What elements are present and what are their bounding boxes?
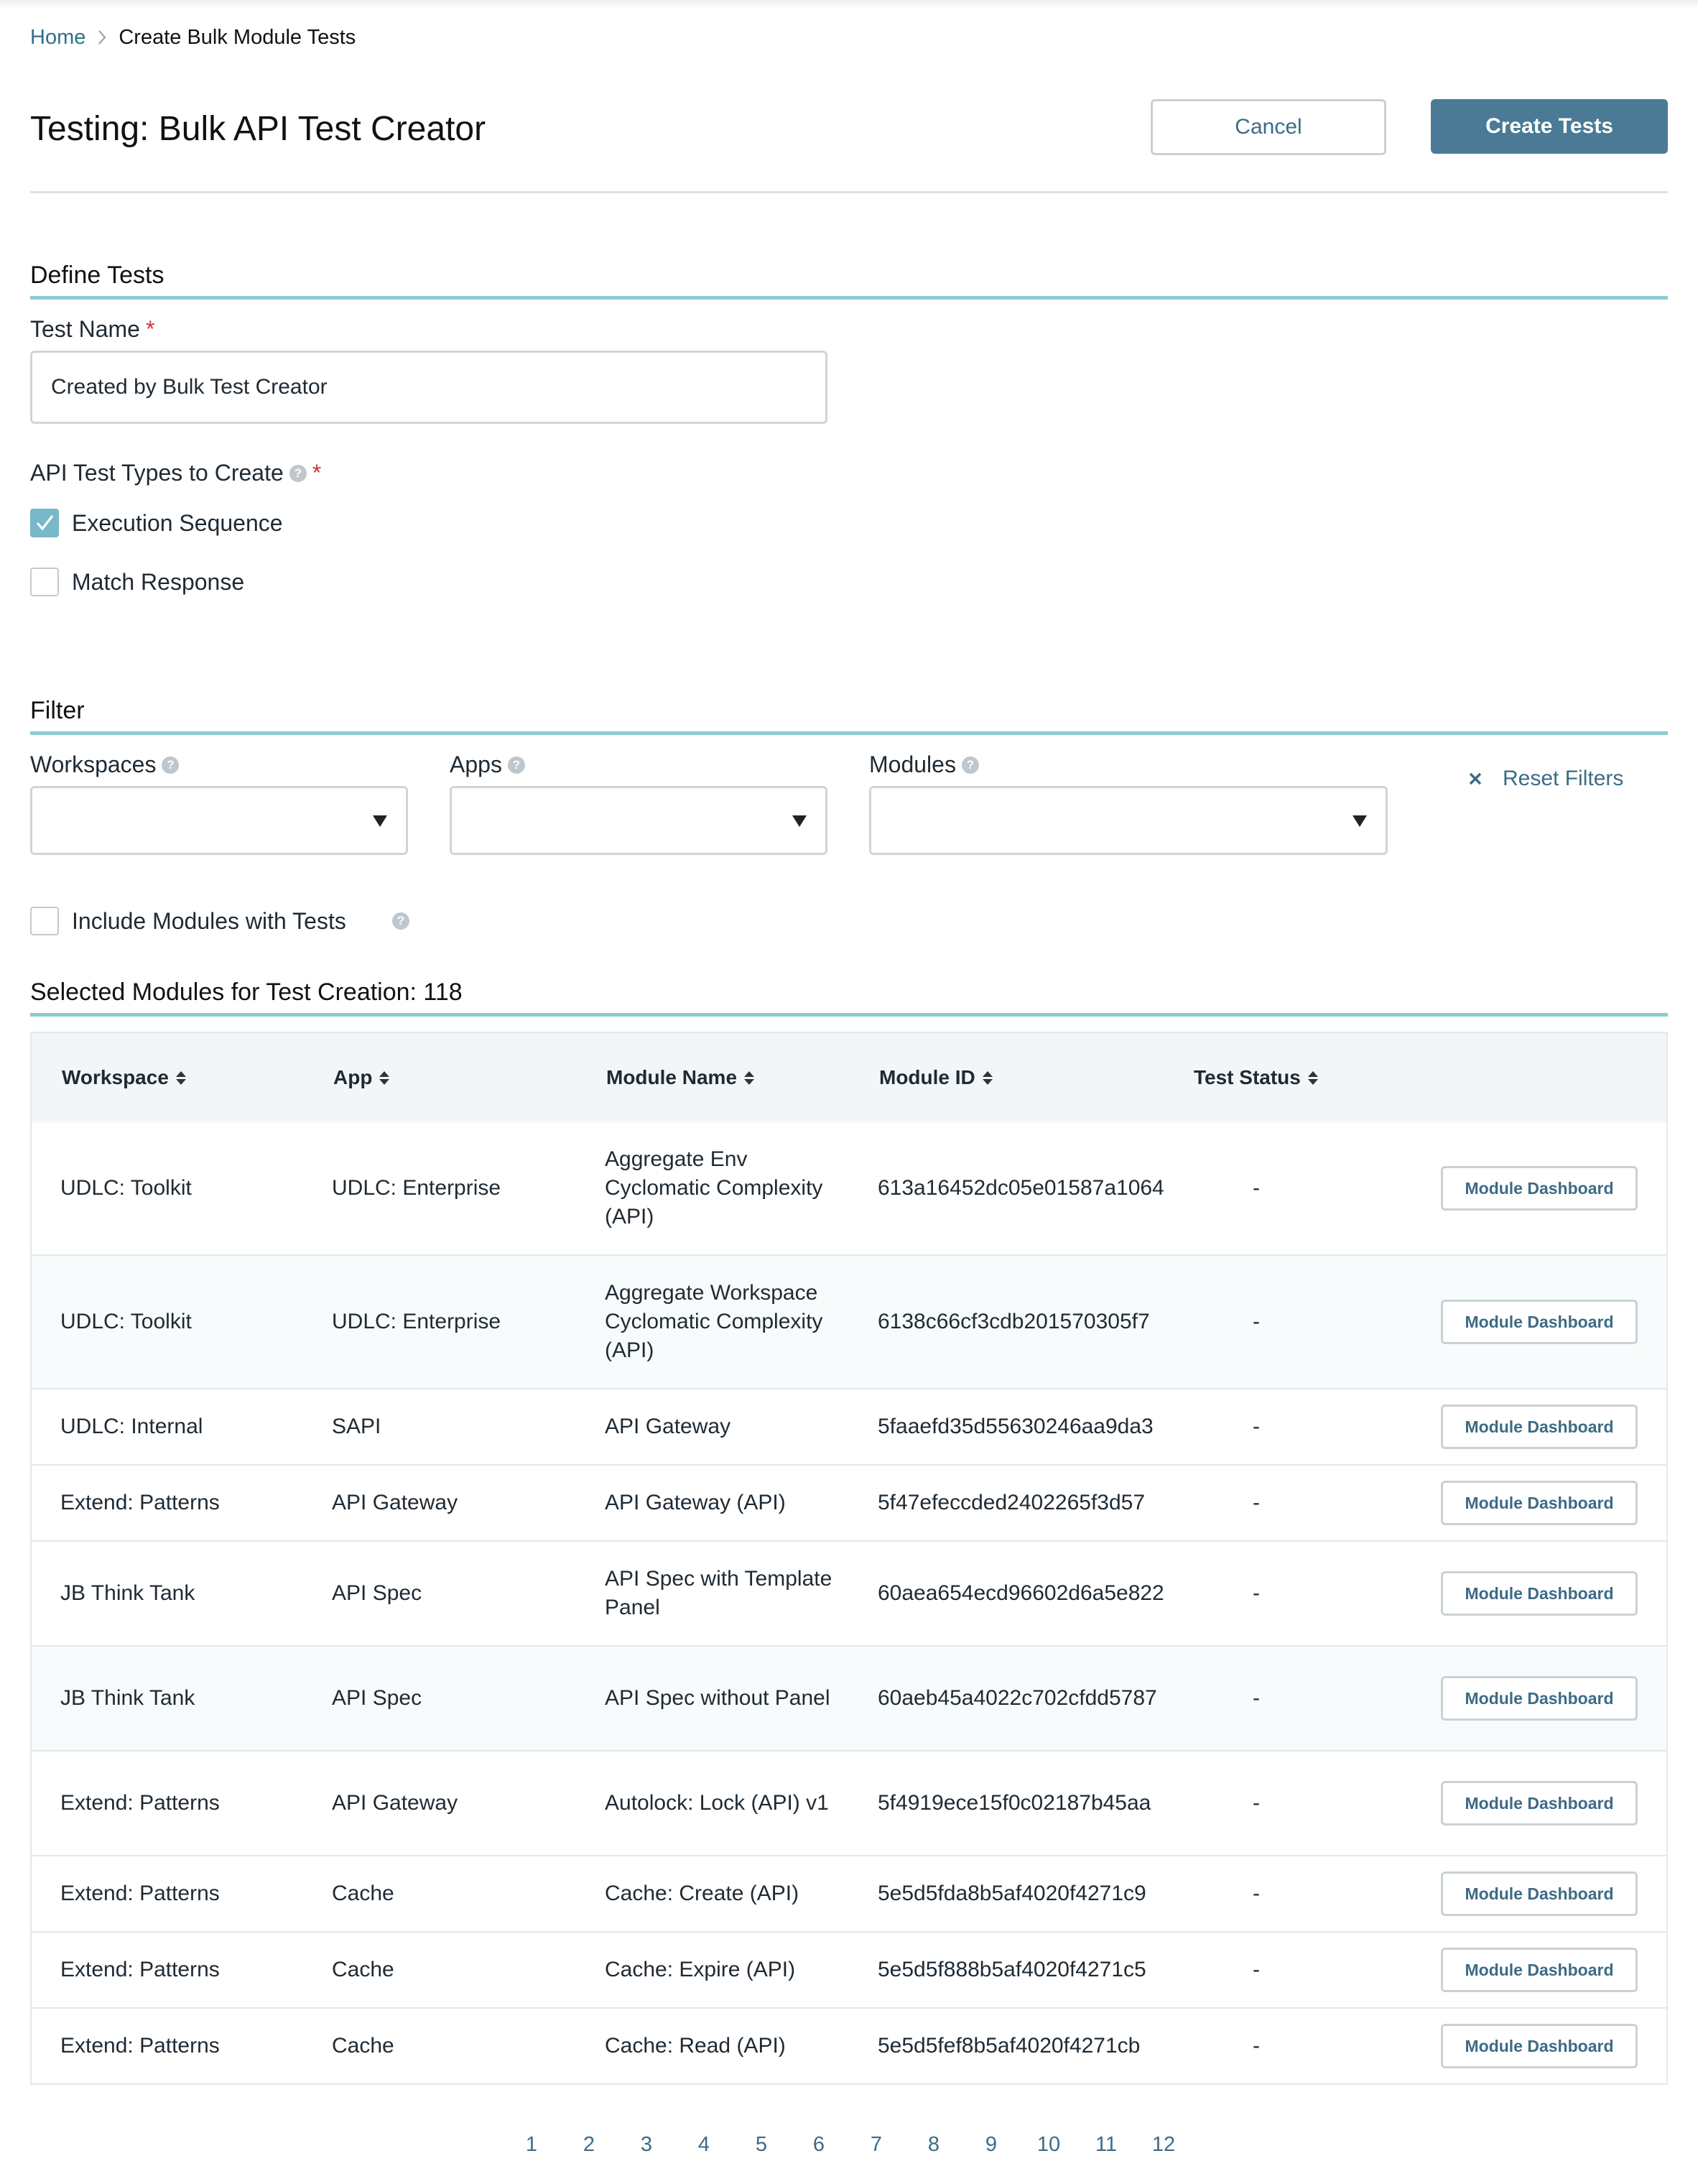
cell-module-id: 5e5d5f888b5af4020f4271c5	[878, 1958, 1146, 1981]
cell-workspace: UDLC: Toolkit	[60, 1310, 192, 1333]
table-row	[32, 1466, 1666, 1542]
column-header-label: Workspace	[62, 1066, 169, 1088]
pagination	[0, 2127, 1698, 2162]
close-icon	[1468, 772, 1483, 786]
cell-module-id: 5f4919ece15f0c02187b45aa	[878, 1791, 1151, 1815]
table-header	[32, 1033, 1666, 1122]
modules-label	[869, 751, 979, 778]
help-icon[interactable]: ?	[392, 912, 409, 930]
table-row	[32, 1647, 1666, 1752]
required-mark: *	[145, 316, 155, 342]
column-header-test-status[interactable]	[1194, 1033, 1318, 1122]
page-link[interactable]: 10	[1036, 2132, 1061, 2156]
selected-modules-divider	[30, 1013, 1668, 1017]
include-modules-checkbox[interactable]	[30, 907, 59, 935]
table-row	[32, 1256, 1666, 1389]
cell-module-name: Aggregate Workspace Cyclomatic Complexity (API)	[605, 1281, 823, 1362]
page-title: Testing: Bulk API Test Creator	[30, 110, 486, 148]
breadcrumb-current: Create Bulk Module Tests	[119, 25, 356, 49]
test-name-label-text: Test Name	[30, 316, 140, 342]
table-row	[32, 1542, 1666, 1647]
page-link[interactable]: 11	[1095, 2132, 1118, 2156]
cell-app: API Gateway	[332, 1491, 458, 1514]
cell-module-name: API Spec with Template Panel	[605, 1567, 832, 1619]
page-link[interactable]: 6	[812, 2132, 825, 2156]
workspaces-label	[30, 751, 179, 778]
modules-label-text: Modules	[869, 751, 956, 777]
column-header-workspace[interactable]	[62, 1033, 186, 1122]
cell-module-id: 5faaefd35d55630246aa9da3	[878, 1415, 1154, 1438]
sort-icon	[176, 1071, 186, 1085]
table-row	[32, 1856, 1666, 1933]
column-header-module-id[interactable]	[879, 1033, 993, 1122]
reset-filters-label: Reset Filters	[1503, 767, 1624, 790]
cell-test-status: -	[1253, 1791, 1260, 1815]
cell-module-name: Aggregate Env Cyclomatic Complexity (API)	[605, 1147, 823, 1228]
define-tests-divider	[30, 296, 1668, 300]
cell-module-name: Cache: Read (API)	[605, 2034, 786, 2058]
cell-workspace: UDLC: Toolkit	[60, 1176, 192, 1200]
module-dashboard-button[interactable]: Module Dashboard	[1441, 1405, 1638, 1449]
page-link[interactable]: 12	[1151, 2132, 1176, 2156]
workspaces-label-text: Workspaces	[30, 751, 157, 777]
cell-workspace: Extend: Patterns	[60, 1491, 220, 1514]
column-header-label: App	[333, 1066, 373, 1088]
page-link[interactable]: 9	[985, 2132, 998, 2156]
cell-test-status: -	[1253, 1958, 1260, 1981]
cell-test-status: -	[1253, 1310, 1260, 1333]
cell-app: API Spec	[332, 1581, 422, 1605]
cell-module-name: Cache: Expire (API)	[605, 1958, 796, 1981]
module-dashboard-button[interactable]: Module Dashboard	[1441, 2024, 1638, 2068]
dropdown-arrow-icon	[1353, 815, 1367, 827]
cell-test-status: -	[1253, 1491, 1260, 1514]
match-response-checkbox[interactable]	[30, 568, 59, 596]
reset-filters-button[interactable]	[1468, 763, 1623, 795]
cell-test-status: -	[1253, 1176, 1260, 1200]
column-header-label: Test Status	[1194, 1066, 1301, 1088]
include-modules-label[interactable]: Include Modules with Tests	[72, 908, 346, 934]
cell-test-status: -	[1253, 1686, 1260, 1710]
cell-app: SAPI	[332, 1415, 381, 1438]
help-icon[interactable]: ?	[289, 465, 307, 482]
test-types-label-text: API Test Types to Create	[30, 460, 284, 486]
cell-app: Cache	[332, 1882, 394, 1905]
help-icon[interactable]: ?	[508, 756, 525, 774]
sort-icon	[1308, 1071, 1318, 1085]
cell-app: API Gateway	[332, 1791, 458, 1815]
test-types-label	[30, 460, 321, 486]
create-tests-button[interactable]: Create Tests	[1431, 99, 1668, 154]
module-dashboard-button[interactable]: Module Dashboard	[1441, 1481, 1638, 1525]
module-dashboard-button[interactable]: Module Dashboard	[1441, 1871, 1638, 1916]
cell-test-status: -	[1253, 1882, 1260, 1905]
page-link[interactable]: 4	[697, 2132, 710, 2156]
cell-module-id: 6138c66cf3cdb201570305f7	[878, 1310, 1150, 1333]
cell-app: UDLC: Enterprise	[332, 1310, 501, 1333]
column-header-module-name[interactable]	[606, 1033, 754, 1122]
module-dashboard-button[interactable]: Module Dashboard	[1441, 1948, 1638, 1992]
workspaces-select[interactable]	[30, 786, 408, 855]
cell-workspace: Extend: Patterns	[60, 1791, 220, 1815]
apps-label	[450, 751, 525, 778]
cell-module-id: 613a16452dc05e01587a1064	[878, 1176, 1164, 1200]
execution-sequence-checkbox[interactable]	[30, 509, 59, 537]
define-tests-heading: Define Tests	[30, 262, 164, 289]
sort-icon	[379, 1071, 389, 1085]
cell-app: Cache	[332, 1958, 394, 1981]
cell-module-id: 5e5d5fef8b5af4020f4271cb	[878, 2034, 1141, 2058]
cell-module-id: 60aeb45a4022c702cfdd5787	[878, 1686, 1157, 1710]
apps-label-text: Apps	[450, 751, 502, 777]
modules-table	[30, 1032, 1668, 2085]
module-dashboard-button[interactable]: Module Dashboard	[1441, 1781, 1638, 1826]
selected-modules-heading: Selected Modules for Test Creation: 118	[30, 978, 463, 1006]
cell-module-name: API Gateway (API)	[605, 1491, 786, 1514]
column-header-app[interactable]	[333, 1033, 389, 1122]
page-link[interactable]: 3	[640, 2132, 653, 2156]
cell-workspace: Extend: Patterns	[60, 1882, 220, 1905]
module-dashboard-button[interactable]: Module Dashboard	[1441, 1166, 1638, 1211]
cell-module-name: API Spec without Panel	[605, 1686, 830, 1710]
chevron-right-icon	[96, 31, 108, 44]
apps-select[interactable]	[450, 786, 827, 855]
cell-test-status: -	[1253, 2034, 1260, 2058]
dropdown-arrow-icon	[792, 815, 807, 827]
dropdown-arrow-icon	[373, 815, 387, 827]
page-link[interactable]: 7	[870, 2132, 883, 2156]
page-link[interactable]: 8	[927, 2132, 940, 2156]
match-response-label[interactable]: Match Response	[72, 569, 245, 595]
cell-module-id: 60aea654ecd96602d6a5e822	[878, 1581, 1164, 1605]
cell-workspace: UDLC: Internal	[60, 1415, 203, 1438]
cell-workspace: JB Think Tank	[60, 1686, 195, 1710]
page-link[interactable]: 1	[525, 2132, 538, 2156]
cell-module-name: API Gateway	[605, 1415, 731, 1438]
module-dashboard-button[interactable]: Module Dashboard	[1441, 1676, 1638, 1721]
breadcrumb-home-link[interactable]: Home	[30, 25, 86, 49]
cell-test-status: -	[1253, 1415, 1260, 1438]
table-row	[32, 2009, 1666, 2085]
page-link[interactable]: 2	[583, 2132, 595, 2156]
sort-icon	[744, 1071, 754, 1085]
test-name-input[interactable]	[30, 351, 827, 424]
cancel-button[interactable]: Cancel	[1151, 99, 1386, 155]
cell-workspace: JB Think Tank	[60, 1581, 195, 1605]
modules-select[interactable]	[869, 786, 1388, 855]
table-row	[32, 1752, 1666, 1856]
help-icon[interactable]: ?	[162, 756, 179, 774]
filter-divider	[30, 731, 1668, 735]
sort-icon	[983, 1071, 993, 1085]
table-row	[32, 1122, 1666, 1256]
filter-heading: Filter	[30, 697, 85, 724]
cell-module-name: Autolock: Lock (API) v1	[605, 1791, 829, 1815]
header-divider	[30, 191, 1668, 193]
cell-app: Cache	[332, 2034, 394, 2058]
help-icon[interactable]: ?	[962, 756, 979, 774]
checkmark-icon	[34, 512, 55, 534]
module-dashboard-button[interactable]: Module Dashboard	[1441, 1571, 1638, 1616]
page-link[interactable]: 5	[755, 2132, 768, 2156]
cell-test-status: -	[1253, 1581, 1260, 1605]
top-shadow	[0, 0, 1698, 9]
required-mark: *	[312, 460, 322, 486]
execution-sequence-label[interactable]: Execution Sequence	[72, 510, 283, 536]
cell-module-name: Cache: Create (API)	[605, 1882, 799, 1905]
cell-workspace: Extend: Patterns	[60, 2034, 220, 2058]
column-header-label: Module ID	[879, 1066, 975, 1088]
cell-module-id: 5e5d5fda8b5af4020f4271c9	[878, 1882, 1146, 1905]
test-name-label	[30, 316, 154, 343]
module-dashboard-button[interactable]: Module Dashboard	[1441, 1300, 1638, 1344]
table-row	[32, 1933, 1666, 2009]
cell-app: API Spec	[332, 1686, 422, 1710]
column-header-label: Module Name	[606, 1066, 738, 1088]
table-row	[32, 1389, 1666, 1466]
cell-app: UDLC: Enterprise	[332, 1176, 501, 1200]
breadcrumb	[30, 22, 356, 53]
cell-module-id: 5f47efeccded2402265f3d57	[878, 1491, 1146, 1514]
cell-workspace: Extend: Patterns	[60, 1958, 220, 1981]
